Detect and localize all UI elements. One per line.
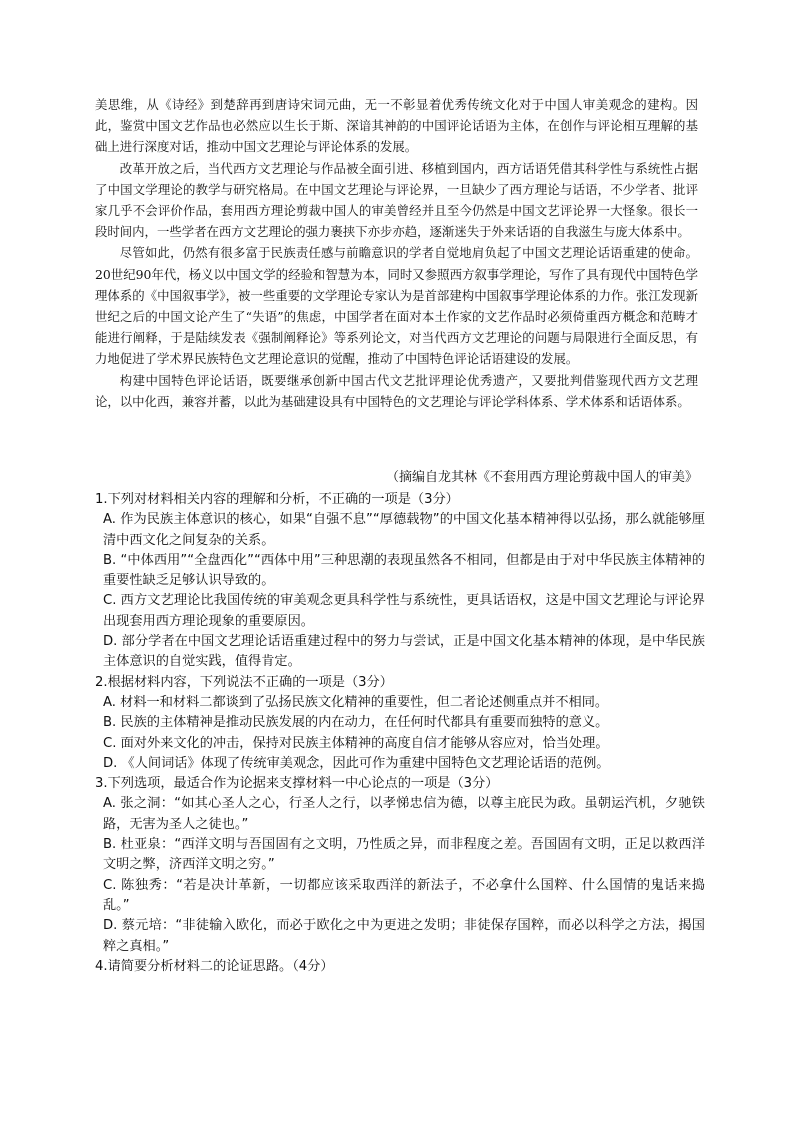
reading-passage xyxy=(95,94,698,412)
question-3 xyxy=(95,774,705,957)
option-a: A. 作为民族主体意识的核心，如果“自强不息”“厚德载物”的中国文化基本精神得以弘扬，那么就能够厘清中西文化之间复杂的关系。 xyxy=(103,512,705,548)
question-list xyxy=(95,490,705,977)
question-1 xyxy=(95,490,705,673)
passage-paragraph-3: 尽管如此，仍然有很多富于民族责任感与前瞻意识的学者自觉地肩负起了中国文艺理论话语重建的使命。20世纪90年代，杨义以中国文学的经验和智慧为本，同时又参照西方叙事学理论，写作了具有现代中国特色学理体系的《中国叙事学》，被一些重要的文学理论专家认为是首部建构中国叙事学理论体系的力作。张江发现新世纪之后的中国文论产生了“失语”的焦虑，中国学者在面对本土作家的文艺作品时必须倚重西方概念和范畴才能进行阐释，于是陆续发表《强制阐释论》等系列论文，对当代西方文艺理论的问题与局限进行全面反思，有力地促进了学术界民族特色文艺理论意识的觉醒，推动了中国特色评论话语建设的发展。 xyxy=(95,245,698,367)
option-d: D. 《人间词话》体现了传统审美观念，因此可作为重建中国特色文艺理论话语的范例。 xyxy=(103,755,610,771)
question-stem: 1.下列对材料相关内容的理解和分析，不正确的一项是（3分） xyxy=(95,492,459,507)
option-a: A. 张之洞：“如其心圣人之心，行圣人之行，以孝悌忠信为德，以尊主庇民为政。虽朝运汽机，夕驰铁路，无害为圣人之徒也。” xyxy=(103,796,705,832)
passage-source: （摘编自龙其林《不套用西方理论剪裁中国人的审美》 xyxy=(385,470,698,485)
option-b: B. 杜亚泉：“西洋文明与吾国固有之文明，乃性质之异，而非程度之差。吾国固有文明，正足以救西洋文明之弊，济西洋文明之穷。” xyxy=(103,837,705,873)
question-stem: 4.请简要分析材料二的论证思路。（4分） xyxy=(95,958,334,974)
option-b: B. “中体西用”“全盘西化”“西体中用”三种思潮的表现虽然各不相同，但都是由于对中华民族主体精神的重要性缺乏足够认识导致的。 xyxy=(103,552,705,589)
passage-paragraph-4: 构建中国特色评论话语，既要继承创新中国古代文艺批评理论优秀遗产，又要批判借鉴现代西方文艺理论，以中化西，兼容并蓄，以此为基础建设具有中国特色的文艺理论与评论学科体系、学术体系和话语体系。 xyxy=(95,372,698,409)
option-c: C. 陈独秀：“若是决计革新，一切都应该采取西洋的新法子，不必拿什么国粹、什么国情的鬼话来捣乱。” xyxy=(103,877,705,913)
passage-paragraph-1: 美思维，从《诗经》到楚辞再到唐诗宋词元曲，无一不彰显着优秀传统文化对于中国人审美观念的建构。因此，鉴赏中国文艺作品也必然应以生长于斯、深谙其神韵的中国评论话语为主体，在创作与评论相互理解的基础上进行深度对话，推动中国文艺理论与评论体系的发展。 xyxy=(95,97,698,155)
option-a: A. 材料一和材料二都谈到了弘扬民族文化精神的重要性，但二者论述侧重点并不相同。 xyxy=(103,694,609,710)
option-c: C. 面对外来文化的冲击，保持对民族主体精神的高度自信才能够从容应对，恰当处理。 xyxy=(103,735,609,751)
passage-paragraph-2: 改革开放之后，当代西方文艺理论与作品被全面引进、移植到国内，西方话语凭借其科学性与系统性占据了中国文学理论的教学与研究格局。在中国文艺理论与评论界，一旦缺少了西方理论与话语，不少学者、批评家几乎不会评价作品，套用西方理论剪裁中国人的审美曾经并且至今仍然是中国文艺评论界一大怪象。很长一段时间内，一些学者在西方文艺理论的强力裹挟下亦步亦趋，逐渐迷失于外来话语的自我滋生与庞大体系中。 xyxy=(95,160,698,240)
question-stem: 3.下列选项，最适合作为论据来支撑材料一中心论点的一项是（3分） xyxy=(95,776,499,792)
option-d: D. 蔡元培：“非徒输入欧化，而必于欧化之中为更进之发明；非徒保存国粹，而必以科学之方法，揭国粹之真相。” xyxy=(103,918,705,954)
question-stem: 2.根据材料内容，下列说法不正确的一项是（3分） xyxy=(95,674,393,690)
question-2 xyxy=(95,673,705,774)
option-b: B. 民族的主体精神是推动民族发展的内在动力，在任何时代都具有重要而独特的意义。 xyxy=(103,715,609,731)
option-c: C. 西方文艺理论比我国传统的审美观念更具科学性与系统性，更具话语权，这是中国文艺理论与评论界出现套用西方理论现象的重要原因。 xyxy=(103,593,705,629)
option-d: D. 部分学者在中国文艺理论话语重建过程中的努力与尝试，正是中国文化基本精神的体现，是中华民族主体意识的自觉实践，值得肯定。 xyxy=(103,634,705,670)
question-4 xyxy=(95,957,705,977)
